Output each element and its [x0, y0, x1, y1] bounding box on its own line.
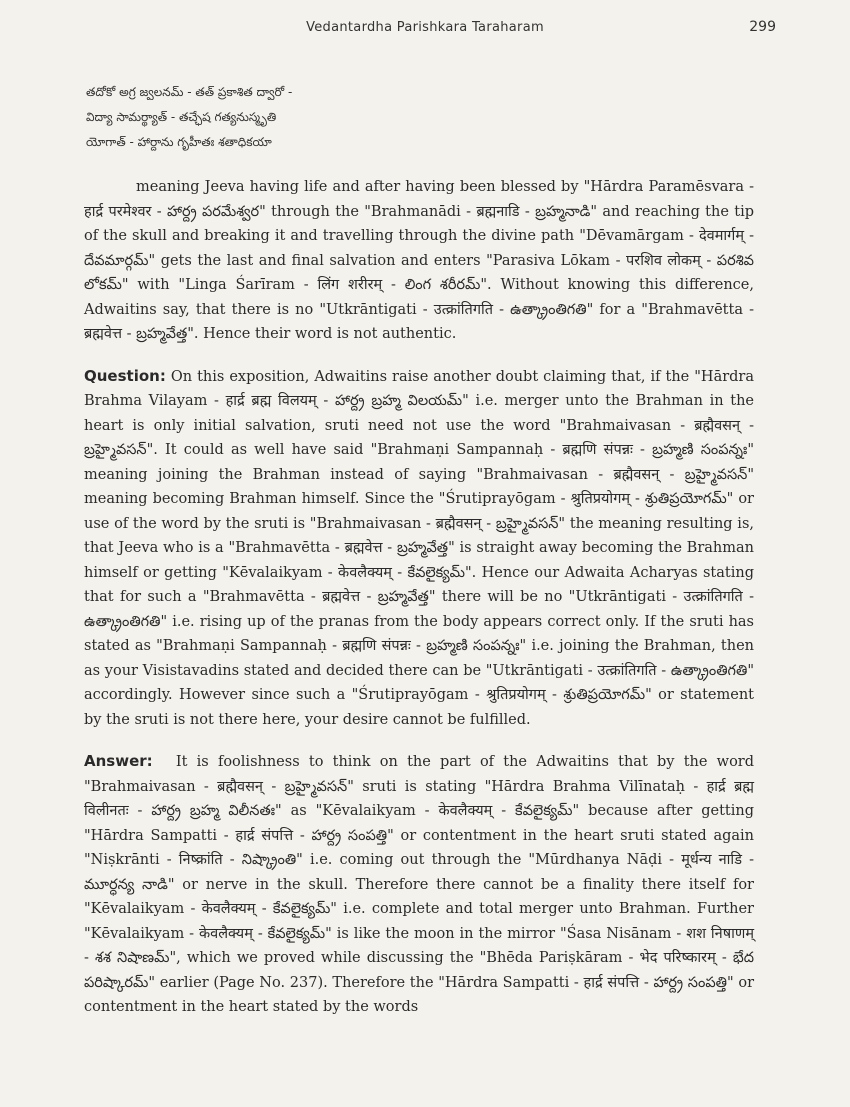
running-header-title: Vedantardha Parishkara Taraharam: [306, 20, 544, 35]
paragraph-answer: [84, 749, 754, 1020]
verse-line: తదోకో అగ్ర జ్వలనమ్ - తత్ ప్రకాశిత ద్వారో -: [86, 85, 293, 99]
verse-line: విద్యా సామర్థ్యాత్ - తచ్ఛేష గత్యనుస్మృతి: [86, 110, 277, 124]
paragraph-meaning: meaning Jeeva having life and after having been blessed by "Hārdra Paramēsvara - हार्द्र परमेश्वर - హార్ద్ర పరమేశ్వర" through the "Brahmanādi - ब्रह्मनाडि - బ్రహ్మనాడి" and reaching the tip of the skull and breaking it and travelling through the divine path "Dēvamārgam - देवमार्गम् - దేవమార్గమ్" gets the last and final salvation and enters "Parasiva Lōkam - परशिव लोकम् - పరశివ లోకమ్" with "Linga Śarīram - लिंग शरीरम् - లింగ శరీరమ్". Without knowing this difference, Adwaitins say, that there is no "Utkrāntigati - उत्क्रांतिगति - ఉత్క్రాంతిగతి" for a "Brahmavētta - ब्रह्मवेत्त - బ్రహ్మవేత్త". Hence their word is not authentic.: [84, 179, 754, 342]
page-number: 299: [749, 19, 776, 35]
body-text: [84, 175, 754, 1037]
verse-line: యోగాత్ - హార్దాను గృహీతః శతాధికయా: [86, 135, 272, 149]
question-text: On this exposition, Adwaitins raise another doubt claiming that, if the "Hārdra Brahma Vilayam - हार्द्र ब्रह्म विलयम् - హార్ద్ర బ్రహ్మ విలయమ్" i.e. merger unto the Brahman in the heart is only initial salvation, sruti need not use the word "Brahmaivasan - ब्रह्मैवसन् - బ్రహ్మైవసన్". It could as well have said "Brahmaṇi Sampannaḥ - ब्रह्मणि संपन्नः - బ్రహ్మణి సంపన్నః" meaning joining the Brahman instead of saying "Brahmaivasan - ब्रह्मैवसन् - బ్రహ్మైవసన్" meaning becoming Brahman himself. Since the "Śrutiprayōgam - श्रुतिप्रयोगम् - శ్రుతిప్రయోగమ్" or use of the word by the sruti is "Brahmaivasan - ब्रह्मैवसन् - బ్రహ్మైవసన్" the meaning resulting is, that Jeeva who is a "Brahmavētta - ब्रह्मवेत्त - బ్రహ్మవేత్త" is straight away becoming the Brahman himself or getting "Kēvalaikyam - केवलैक्यम् - కేవలైక్యమ్". Hence our Adwaita Acharyas stating that for such a "Brahmavētta - ब्रह्मवेत्त - బ్రహ్మవేత్త" there will be no "Utkrāntigati - उत्क्रांतिगति - ఉత్క్రాంతిగతి" i.e. rising up of the pranas from the body appears correct only. If the sruti has stated as "Brahmaṇi Sampannaḥ - ब्रह्मणि संपन्नः - బ్రహ్మణి సంపన్నః" i.e. joining the Brahman, then as your Visistavadins stated and decided there can be "Utkrāntigati - उत्क्रांतिगति - ఉత్క్రాంతిగతి" accordingly. However since such a "Śrutiprayōgam - श्रुतिप्रयोगम् - శ్రుతిప్రయోగమ్" or statement by the sruti is not there here, your desire cannot be fulfilled.: [84, 368, 755, 728]
telugu-verse-block: [86, 80, 766, 155]
answer-text: It is foolishness to think on the part of the Adwaitins that by the word "Brahmaivasan - ब्रह्मैवसन् - బ్రహ్మైవసన్" sruti is stating "Hārdra Brahma Vilīnataḥ - हार्द्र ब्रह्म विलीनतः - హార్ద్ర బ్రహ్మ విలీనతః" as "Kēvalaikyam - केवलैक्यम् - కేవలైక్యమ్" because after getting "Hārdra Sampatti - हार्द्र संपत्ति - హార్ద్ర సంపత్తి" or contentment in the heart sruti stated again "Niṣkrānti - निष्क्रांति - నిష్క్రాంతి" i.e. coming out through the "Mūrdhanya Nāḍi - मूर्धन्य नाडि - మూర్ధన్య నాడి" or nerve in the skull. Therefore there cannot be a finality there itself for "Kēvalaikyam - केवलैक्यम् - కేవలైక్యమ్" i.e. complete and total merger unto Brahman. Further "Kēvalaikyam - केवलैक्यम् - కేవలైక్యమ్" is like the moon in the mirror "Śasa Nisānam - शश निषाणम् - శశ నిషాణమ్", which we proved while discussing the "Bhēda Pariṣkāram - भेद परिष्कारम् - భేద పరిష్కారమ్" earlier (Page No. 237). Therefore the "Hārdra Sampatti - हार्द्र संपत्ति - హార్ద్ర సంపత్తి" or contentment in the heart stated by the words: [84, 754, 755, 1015]
paragraph-question: [84, 364, 754, 733]
question-label: Question:: [84, 366, 166, 385]
answer-label: Answer:: [84, 752, 153, 770]
